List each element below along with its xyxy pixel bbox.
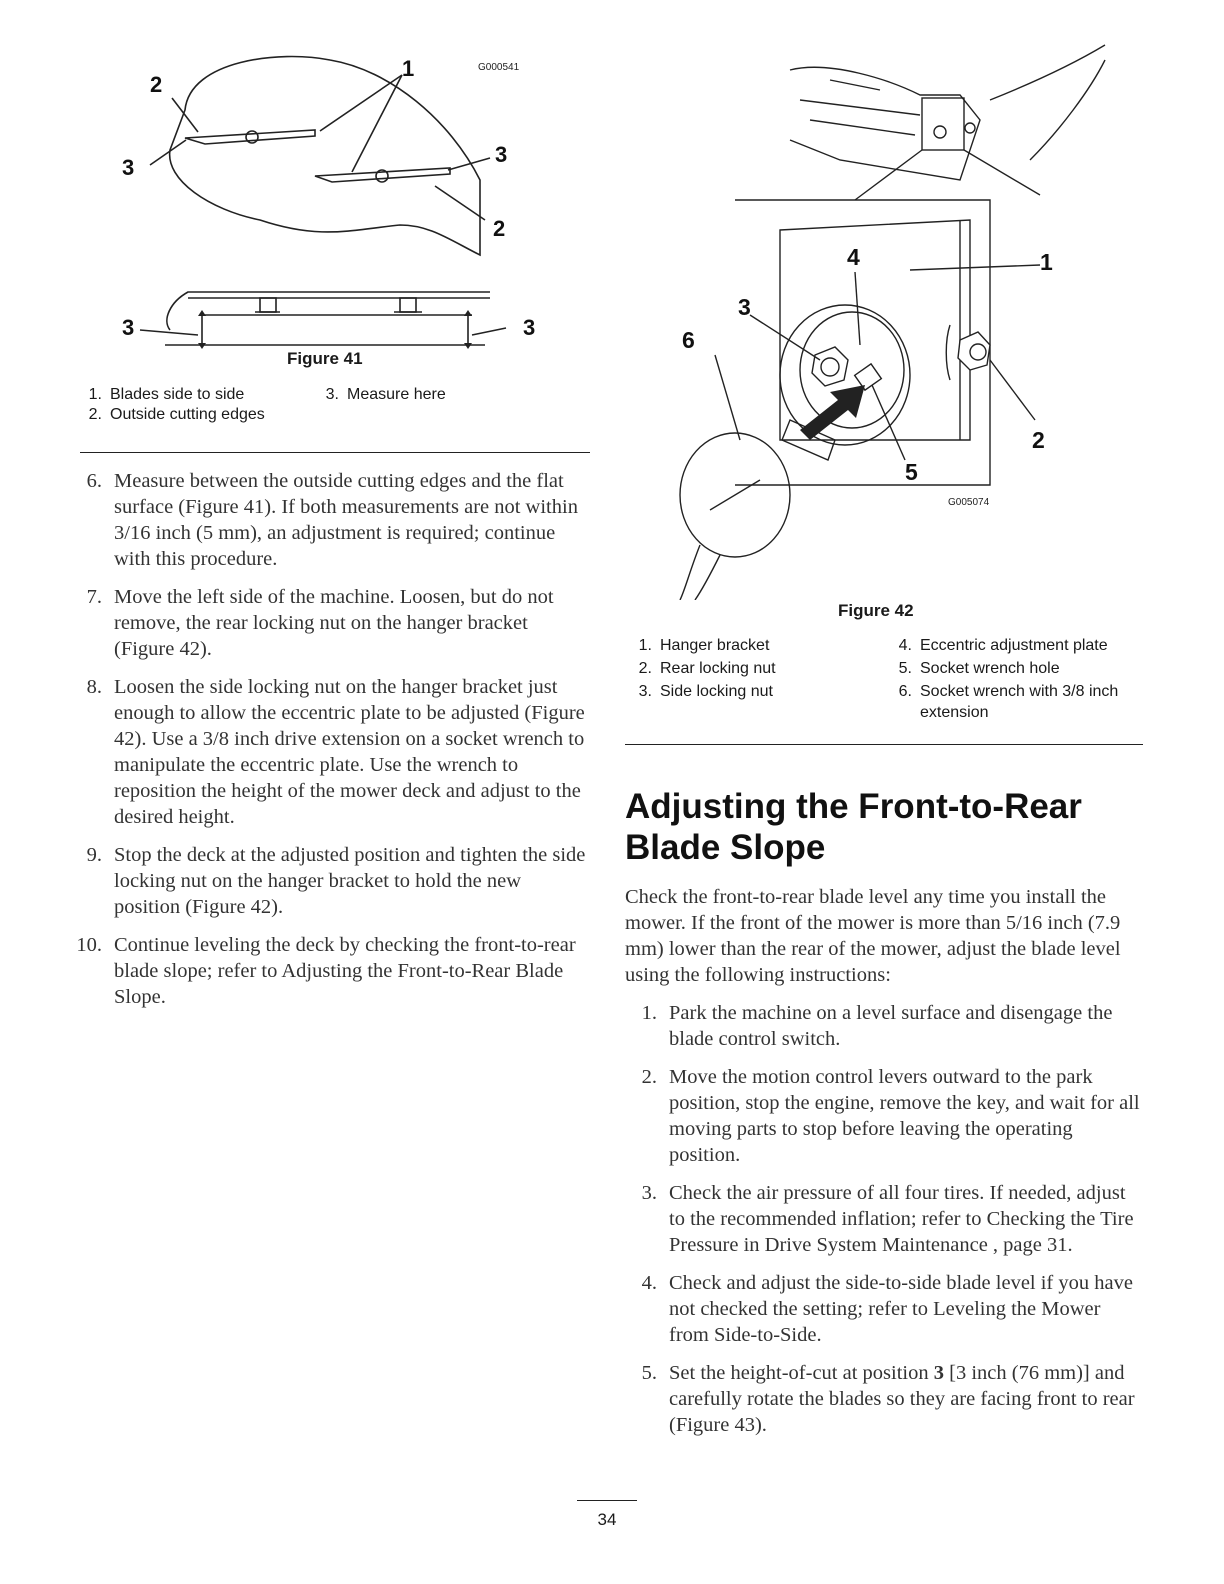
figure-42-callout-3: 3 <box>738 294 751 320</box>
legend-item: 2. Outside cutting edges <box>88 406 265 423</box>
figure-41-code: G000541 <box>478 62 520 73</box>
figure-41-callout-2b: 2 <box>493 216 506 241</box>
legend-item: 6. Socket wrench with 3/8 inch extension <box>898 683 1119 721</box>
legend-item: 2. Rear locking nut <box>638 660 776 677</box>
figure-42-callout-5: 5 <box>905 459 918 485</box>
height-position-value: 3 <box>933 1362 944 1384</box>
figure-42-callout-1: 1 <box>1040 249 1053 275</box>
step-6: 6. Measure between the outside cutting edges and the flat surface (Figure 41). If both measurements are not within 3/16 inch (5 mm), an adjustment is required; continue with this procedure. <box>86 470 578 570</box>
figure-41-callout-3a: 3 <box>122 155 135 180</box>
page-number: 34 <box>597 1510 617 1529</box>
figure-42-legend <box>630 635 1150 725</box>
left-procedure-steps <box>70 468 592 1022</box>
figure-41-title: Figure 41 <box>287 349 363 368</box>
figure-41-illustration <box>110 40 560 360</box>
figure-42-divider <box>625 744 1143 745</box>
legend-item: 3. Side locking nut <box>638 683 773 700</box>
figure-41-callout-3d: 3 <box>523 315 536 340</box>
figure-42-callout-6: 6 <box>682 327 695 353</box>
legend-item: 4. Eccentric adjustment plate <box>898 637 1108 654</box>
step-3: 3. Check the air pressure of all four tires. If needed, adjust to the recommended inflation; refer to Checking the Tire Pressure in Drive System Maintenance , page 31. <box>641 1182 1134 1256</box>
figure-41-callout-2a: 2 <box>150 72 163 97</box>
figure-41-callout-3b: 3 <box>495 142 508 167</box>
section-front-to-rear <box>625 786 1145 1450</box>
step-8: 8. Loosen the side locking nut on the hanger bracket just enough to allow the eccentric plate to be adjusted (Figure 42). Use a 3/8 inch drive extension on a socket wrench to manipulate the eccentric plate. Use the wrench to reposition the height of the mower deck and adjust to the desired height. <box>86 676 585 828</box>
step-1: 1. Park the machine on a level surface and disengage the blade control switch. <box>641 1002 1113 1050</box>
section-heading: Adjusting the Front-to-Rear Blade Slope <box>625 787 1082 867</box>
figure-41-callout-1: 1 <box>402 56 415 81</box>
step-5: 5. Set the height-of-cut at position 3 [3 inch (76 mm)] and carefully rotate the blades so they are facing front to rear (Figure 43). <box>641 1362 1135 1436</box>
step-4: 4. Check and adjust the side-to-side blade level if you have not checked the setting; refer to Leveling the Mower from Side-to-Side. <box>641 1272 1133 1346</box>
figure-42-code: G005074 <box>948 497 990 508</box>
step-7: 7. Move the left side of the machine. Loosen, but do not remove, the rear locking nut on the hanger bracket (Figure 42). <box>86 586 554 660</box>
figure-41-divider <box>80 452 590 453</box>
figure-42-title: Figure 42 <box>838 601 914 620</box>
step-9: 9. Stop the deck at the adjusted position and tighten the side locking nut on the hanger bracket to hold the new position (Figure 42). <box>86 844 586 918</box>
figure-42-callout-4: 4 <box>847 244 860 270</box>
right-procedure-steps <box>625 1000 1145 1438</box>
figure-41-callout-3c: 3 <box>122 315 135 340</box>
legend-item: 1. Blades side to side <box>88 386 245 403</box>
legend-item: 3. Measure here <box>325 386 446 403</box>
footer-rule <box>577 1500 637 1501</box>
legend-item: 5. Socket wrench hole <box>898 660 1060 677</box>
figure-41-legend <box>80 384 560 430</box>
section-intro: Check the front-to-rear blade level any time you install the mower. If the front of the mower is more than 5/16 inch (7.9 mm) lower than the rear of the mower, adjust the blade level using the following instructions: <box>625 886 1121 986</box>
figure-42-callout-2: 2 <box>1032 427 1045 453</box>
step-10: 10. Continue leveling the deck by checking the front-to-rear blade slope; refer to Adjusting the Front-to-Rear Blade Slope. <box>76 934 576 1008</box>
legend-item: 1. Hanger bracket <box>638 637 770 654</box>
figure-42-illustration <box>660 40 1110 600</box>
step-2: 2. Move the motion control levers outward to the park position, stop the engine, remove the key, and wait for all moving parts to stop before leaving the operating position. <box>641 1066 1140 1166</box>
